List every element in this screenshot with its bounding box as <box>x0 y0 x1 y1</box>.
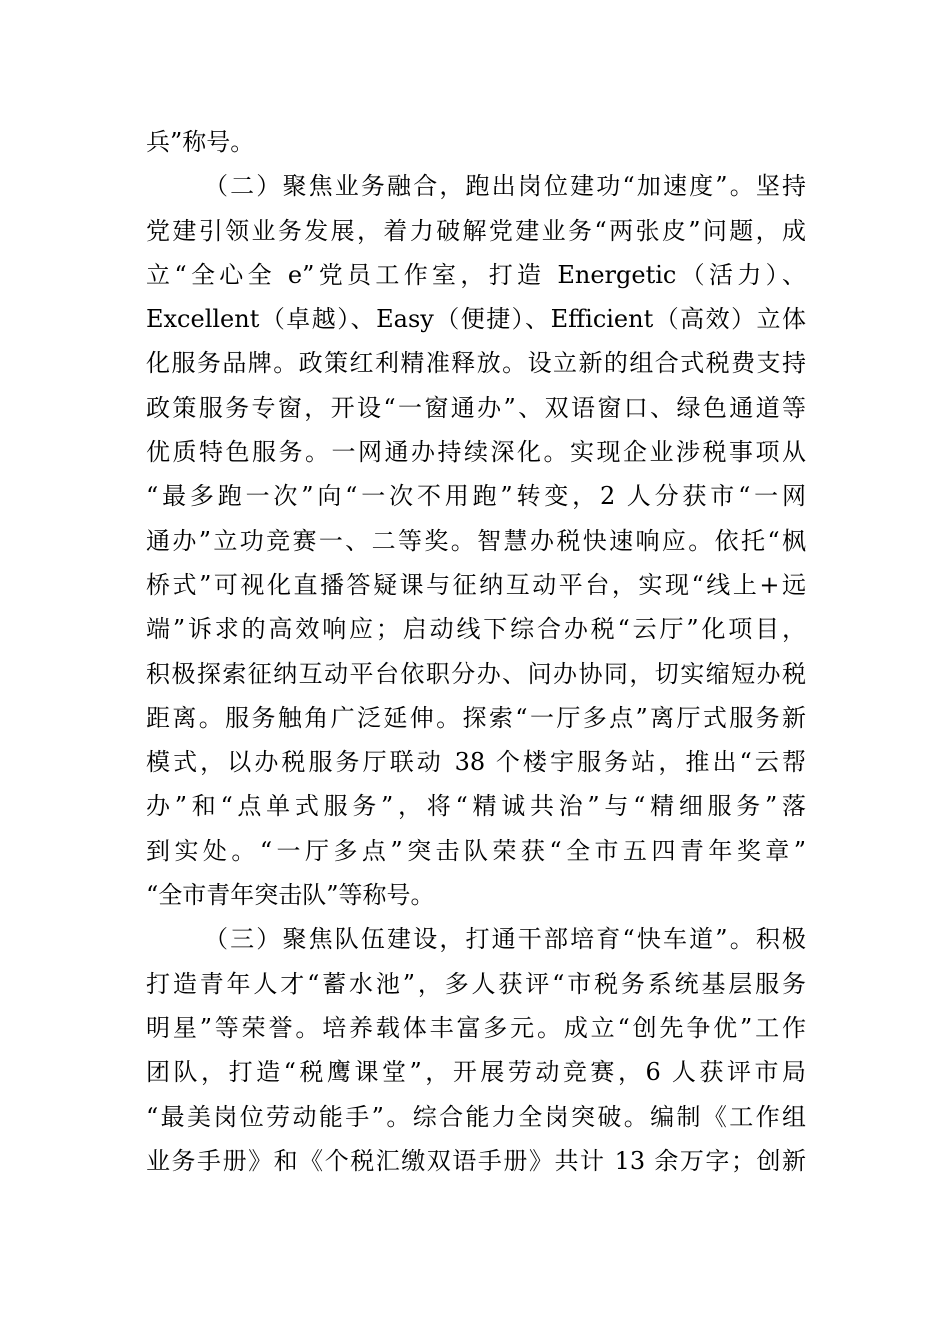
text-line: 业务手册》和《个税汇缴双语手册》共计 13 余万字；创新 <box>146 1146 806 1175</box>
text-line: 优质特色服务。一网通办持续深化。实现企业涉税事项从 <box>146 438 806 467</box>
text-line: “最多跑一次”向“一次不用跑”转变，2 人分获市“一网 <box>146 482 806 511</box>
text-line: 桥式”可视化直播答疑课与征纳互动平台，实现“线上+远 <box>146 570 806 599</box>
text-line: 积极探索征纳互动平台依职分办、问办协同，切实缩短办税 <box>146 659 806 688</box>
text-line: 打造青年人才“蓄水池”，多人获评“市税务系统基层服务 <box>146 969 806 998</box>
text-line: 办”和“点单式服务”，将“精诚共治”与“精细服务”落 <box>146 792 806 821</box>
text-line: 明星”等荣誉。培养载体丰富多元。成立“创先争优”工作 <box>146 1013 806 1042</box>
text-line: “全市青年突击队”等称号。 <box>146 881 435 910</box>
text-line: 党建引领业务发展，着力破解党建业务“两张皮”问题，成 <box>146 216 806 245</box>
section-heading-line: （二）聚焦业务融合，跑出岗位建功“加速度”。坚持 <box>204 172 806 201</box>
text-line: 化服务品牌。政策红利精准释放。设立新的组合式税费支持 <box>146 349 806 378</box>
text-line: 兵”称号。 <box>146 128 255 156</box>
text-line: 距离。服务触角广泛延伸。探索“一厅多点”离厅式服务新 <box>146 703 806 732</box>
text-line: 端”诉求的高效响应；启动线下综合办税“云厅”化项目， <box>146 615 806 644</box>
document-body <box>146 120 806 1183</box>
text-line: Excellent（卓越）、Easy（便捷）、Efficient（高效）立体 <box>146 305 806 334</box>
text-line: 政策服务专窗，开设“一窗通办”、双语窗口、绿色通道等 <box>146 393 806 422</box>
section-heading-line: （三）聚焦队伍建设，打通干部培育“快车道”。积极 <box>204 925 806 954</box>
text-line: 通办”立功竞赛一、二等奖。智慧办税快速响应。依托“枫 <box>146 526 806 555</box>
text-line: “最美岗位劳动能手”。综合能力全岗突破。编制《工作组 <box>146 1102 806 1131</box>
text-line: 立“全心全 e”党员工作室，打造 Energetic（活力）、 <box>146 260 806 289</box>
text-line: 团队，打造“税鹰课堂”，开展劳动竞赛，6 人获评市局 <box>146 1058 806 1087</box>
text-line: 到实处。“一厅多点”突击队荣获“全市五四青年奖章” <box>146 836 806 865</box>
text-line: 模式，以办税服务厅联动 38 个楼宇服务站，推出“云帮 <box>146 748 806 777</box>
